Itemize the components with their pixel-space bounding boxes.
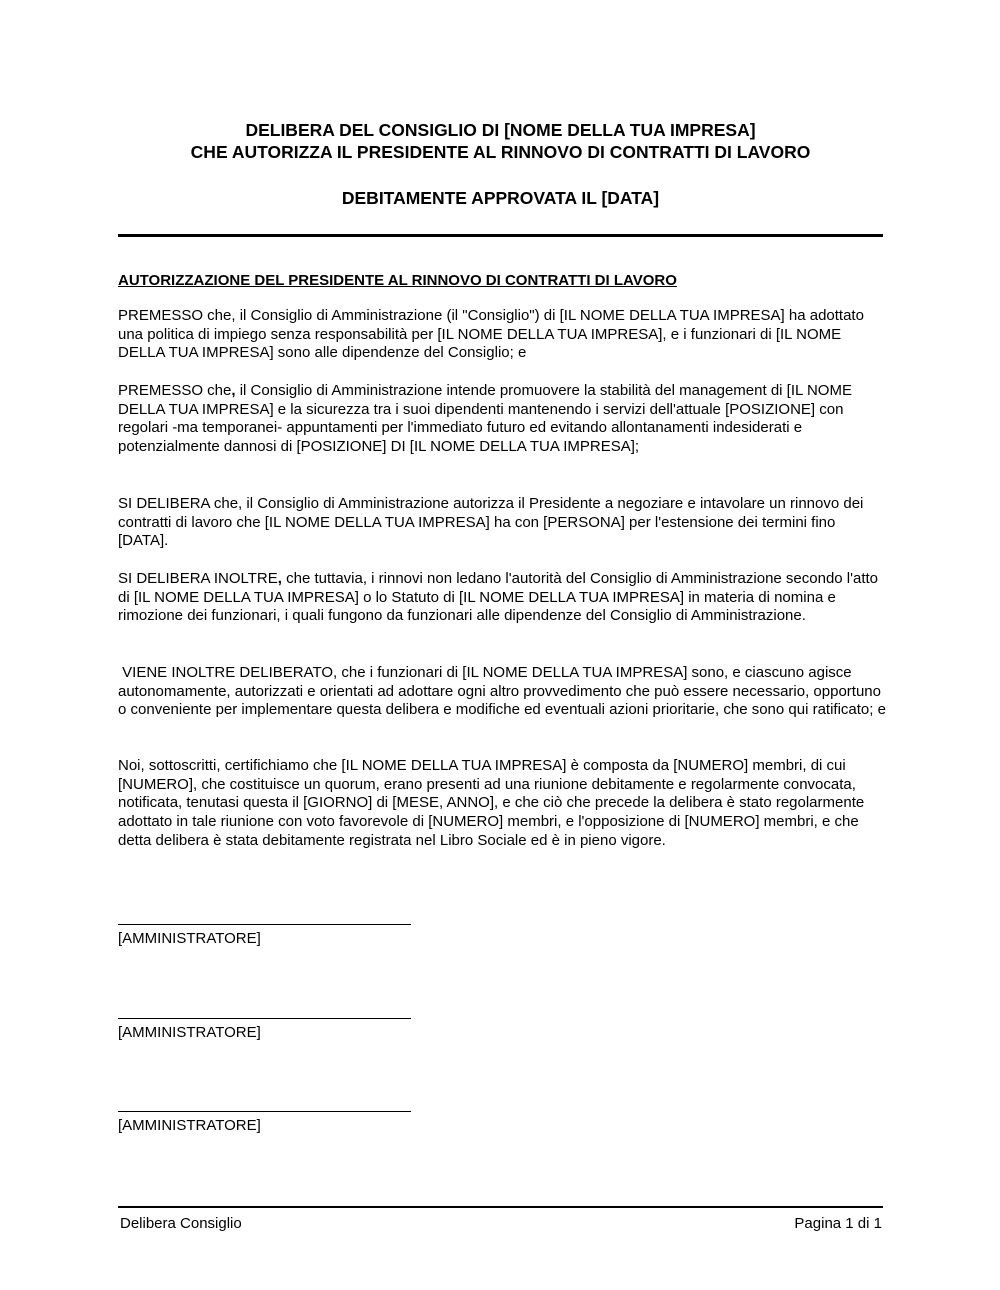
footer-page-number: Pagina 1 di 1 [794, 1215, 882, 1232]
bold-comma: , [231, 382, 236, 399]
signature-line [118, 1018, 411, 1019]
signature-block-3 [118, 1111, 411, 1135]
paragraph-si-delibera: SI DELIBERA che, il Consiglio di Amministrazione autorizza il Presidente a negoziare e intavolare un rinnovo dei contratti di lavoro che [IL NOME DELLA TUA IMPRESA] ha con [PERSONA] per l'estensione dei termini fino [DATA]. [118, 495, 864, 550]
signature-label: [AMMINISTRATORE] [118, 930, 261, 947]
paragraph-rest: che tuttavia, i rinnovi non ledano l'autorità del Consiglio di Amministrazione secondo l'atto di [IL NOME DELLA TUA IMPRESA] o lo Statuto di [IL NOME DELLA TUA IMPRESA] in materia di nomina e rimozione dei funzionari, i quali fungono da funzionari alle dipendenze del Consiglio di Amministrazione. [118, 570, 879, 625]
document-subtitle: DEBITAMENTE APPROVATA IL [DATA] [341, 188, 660, 208]
paragraph-lead: SI DELIBERA INOLTRE [118, 570, 278, 587]
footer-divider [118, 1206, 883, 1208]
section-heading: AUTORIZZAZIONE DEL PRESIDENTE AL RINNOVO DI CONTRATTI DI LAVORO [118, 272, 677, 289]
signature-block-1 [118, 924, 411, 948]
signature-line [118, 1111, 411, 1112]
title-line-2: CHE AUTORIZZA IL PRESIDENTE AL RINNOVO DI CONTRATTI DI LAVORO [190, 142, 811, 162]
title-line-1: DELIBERA DEL CONSIGLIO DI [NOME DELLA TUA IMPRESA] [245, 120, 756, 140]
signature-label: [AMMINISTRATORE] [118, 1024, 261, 1041]
paragraph-viene-inoltre: VIENE INOLTRE DELIBERATO, che i funzionari di [IL NOME DELLA TUA IMPRESA] sono, e ciascuno agisce autonomamente, autorizzati e orientati ad adottare ogni altro provvedimento che può essere necessario, opportuno o conveniente per implementare questa delibera e modifiche ed eventuali azioni prioritarie, che sono qui ratificato; e [118, 664, 886, 719]
header-divider [118, 234, 883, 237]
signature-block-2 [118, 1018, 411, 1042]
signature-line [118, 924, 411, 925]
footer-document-name: Delibera Consiglio [120, 1215, 242, 1232]
paragraph-rest: il Consiglio di Amministrazione intende promuovere la stabilità del management di [IL NOME DELLA TUA IMPRESA] e la sicurezza tra i suoi dipendenti mantenendo i servizi dell'attuale [POSIZIONE] con regolari -ma temporanei- appuntamenti per l'immediato futuro ed evitando allontanamenti indesiderati e potenzialmente dannosi di [POSIZIONE] DI [IL NOME DELLA TUA IMPRESA]; [118, 382, 852, 456]
paragraph-premesso-2 [118, 382, 888, 457]
paragraph-si-delibera-inoltre [118, 570, 888, 626]
bold-comma: , [277, 570, 282, 587]
paragraph-lead: PREMESSO che [118, 382, 232, 399]
signature-label: [AMMINISTRATORE] [118, 1117, 261, 1134]
paragraph-certificazione: Noi, sottoscritti, certifichiamo che [IL NOME DELLA TUA IMPRESA] è composta da [NUMERO] membri, di cui [NUMERO], che costituisce un quorum, erano presenti ad una riunione debitamente e regolarmente convocata, notificata, tenutasi questa il [GIORNO] di [MESE, ANNO], e che ciò che precede la delibera è stato regolarmente adottato in tale riunione con voto favorevole di [NUMERO] membri, e l'opposizione di [NUMERO] membri, e che detta delibera è stata debitamente registrata nel Libro Sociale ed è in pieno vigore. [118, 757, 865, 849]
paragraph-premesso-1: PREMESSO che, il Consiglio di Amministrazione (il "Consiglio") di [IL NOME DELLA TUA IMPRESA] ha adottato una politica di impiego senza responsabilità per [IL NOME DELLA TUA IMPRESA], e i funzionari di [IL NOME DELLA TUA IMPRESA] sono alle dipendenze del Consiglio; e [118, 307, 864, 362]
document-title [118, 119, 883, 163]
